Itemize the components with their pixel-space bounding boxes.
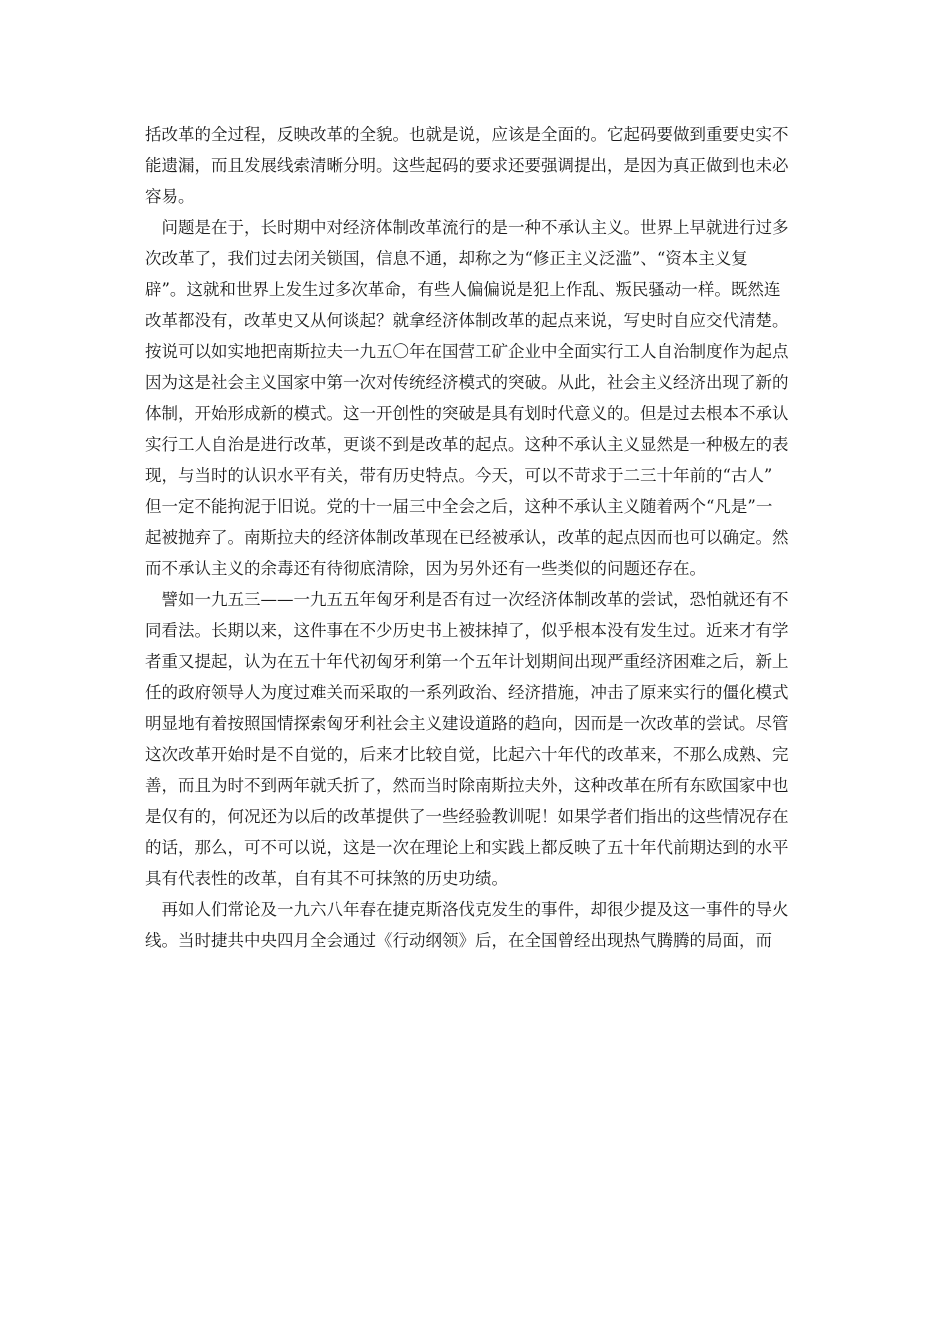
text-line: 起被抛弃了。南斯拉夫的经济体制改革现在已经被承认，改革的起点因而也可以确定。然 (145, 528, 789, 547)
text-line: 这次改革开始时是不自觉的，后来才比较自觉，比起六十年代的改革来，不那么成熟、完 (145, 745, 789, 764)
text-line: 同看法。长期以来，这件事在不少历史书上被抹掉了，似乎根本没有发生过。近来才有学 (145, 621, 789, 640)
text-line: 线。当时捷共中央四月全会通过《行动纲领》后，在全国曾经出现热气腾腾的局面，而 (145, 931, 772, 950)
text-line: 但一定不能拘泥于旧说。党的十一届三中全会之后，这种不承认主义随着两个“凡是”一 (145, 497, 773, 516)
text-line: 明显地有着按照国情探索匈牙利社会主义建设道路的趋向，因而是一次改革的尝试。尽管 (145, 714, 789, 733)
body-text (145, 119, 807, 956)
text-line: 再如人们常论及一九六八年春在捷克斯洛伐克发生的事件，却很少提及这一事件的导火 (145, 900, 789, 919)
text-line: 改革都没有，改革史又从何谈起？就拿经济体制改革的起点来说，写史时自应交代清楚。 (145, 311, 789, 330)
text-line: 能遗漏，而且发展线索清晰分明。这些起码的要求还要强调提出，是因为真正做到也未必 (145, 156, 789, 175)
text-line: 者重又提起，认为在五十年代初匈牙利第一个五年计划期间出现严重经济困难之后，新上 (145, 652, 789, 671)
text-line: 实行工人自治是进行改革，更谈不到是改革的起点。这种不承认主义显然是一种极左的表 (145, 435, 789, 454)
text-line: 因为这是社会主义国家中第一次对传统经济模式的突破。从此，社会主义经济出现了新的 (145, 373, 789, 392)
text-line: 而不承认主义的余毒还有待彻底清除，因为另外还有一些类似的问题还存在。 (145, 559, 706, 578)
text-line: 现，与当时的认识水平有关，带有历史特点。今天，可以不苛求于二三十年前的“古人” (145, 466, 773, 485)
text-line: 体制，开始形成新的模式。这一开创性的突破是具有划时代意义的。但是过去根本不承认 (145, 404, 789, 423)
text-line: 次改革了，我们过去闭关锁国，信息不通，却称之为“修正主义泛滥”、“资本主义复 (145, 249, 748, 268)
text-line: 任的政府领导人为度过难关而采取的一系列政治、经济措施，冲击了原来实行的僵化模式 (145, 683, 789, 702)
text-line: 括改革的全过程，反映改革的全貌。也就是说，应该是全面的。它起码要做到重要史实不 (145, 125, 789, 144)
text-line: 按说可以如实地把南斯拉夫一九五〇年在国营工矿企业中全面实行工人自治制度作为起点 (145, 342, 789, 361)
text-line: 辟”。这就和世界上发生过多次革命，有些人偏偏说是犯上作乱、叛民骚动一样。既然连 (145, 280, 781, 299)
text-line: 具有代表性的改革，自有其不可抹煞的历史功绩。 (145, 869, 508, 888)
text-line: 譬如一九五三——一九五五年匈牙利是否有过一次经济体制改革的尝试，恐怕就还有不 (145, 590, 789, 609)
text-line: 的话，那么，可不可以说，这是一次在理论上和实践上都反映了五十年代前期达到的水平 (145, 838, 789, 857)
text-line: 是仅有的，何况还为以后的改革提供了一些经验教训呢！如果学者们指出的这些情况存在 (145, 807, 789, 826)
text-line: 问题是在于，长时期中对经济体制改革流行的是一种不承认主义。世界上早就进行过多 (145, 218, 789, 237)
text-line: 善，而且为时不到两年就夭折了，然而当时除南斯拉夫外，这种改革在所有东欧国家中也 (145, 776, 789, 795)
text-line: 容易。 (145, 187, 195, 206)
